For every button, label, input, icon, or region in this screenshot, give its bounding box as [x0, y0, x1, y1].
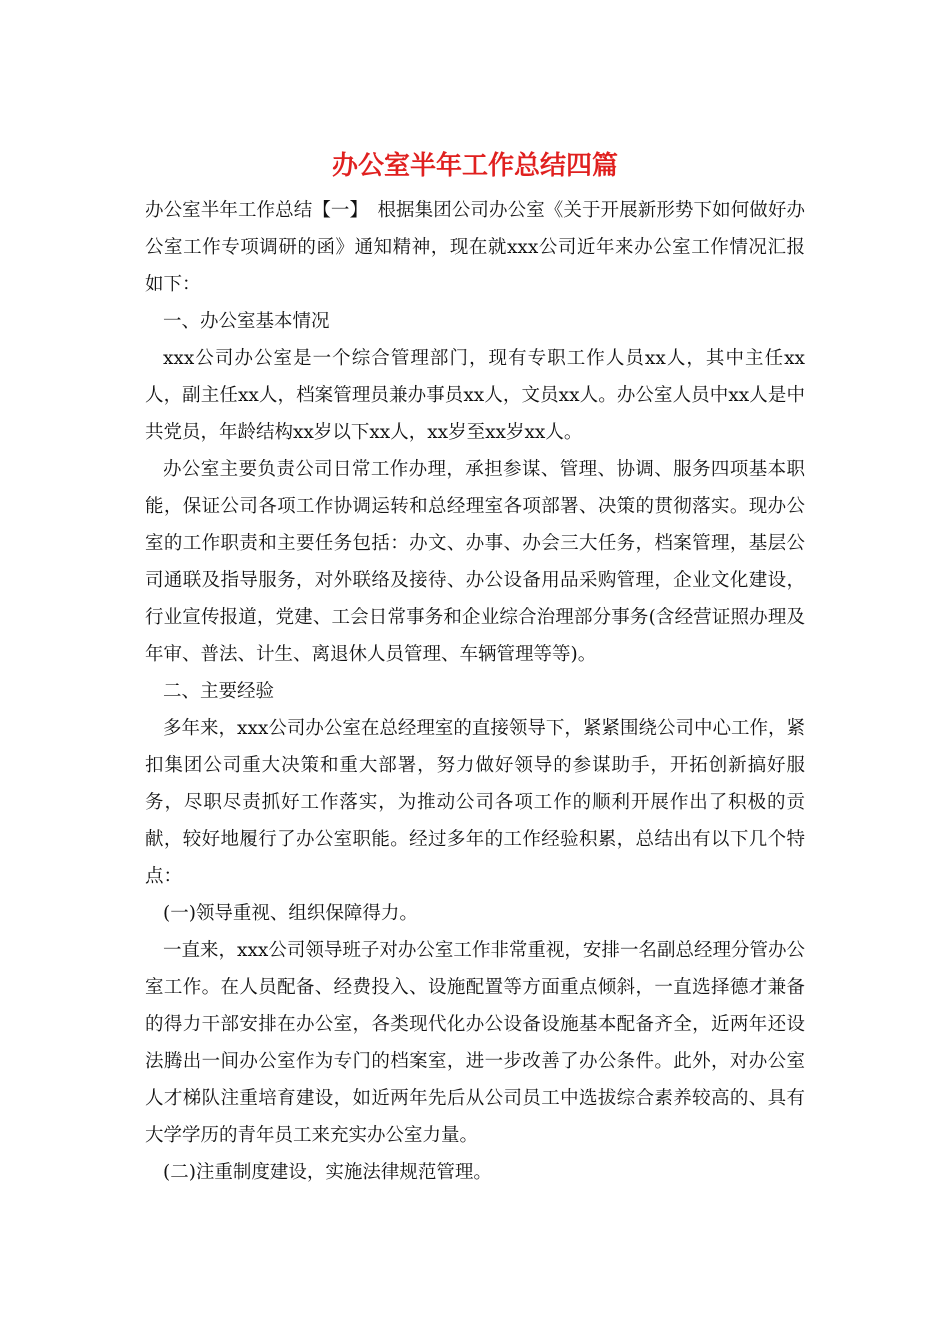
section-heading-main-experience: 二、主要经验 — [163, 681, 275, 702]
body-paragraph: 一直来，xxx公司领导班子对办公室工作非常重视，安排一名副总经理分管办公室工作。在人员配备、经费投入、设施配置等方面重点倾斜，一直选择德才兼备的得力干部安排在办公室，各类现代化办公设备设施基本配备齐全，近两年还设法腾出一间办公室作为专门的档案室，进一步改善了办公条件。此外，对办公室人才梯队注重培育建设，如近两年先后从公司员工中选拔综合素养较高的、具有大学学历的青年员工来充实办公室力量。 — [145, 940, 805, 1146]
body-paragraph: 多年来，xxx公司办公室在总经理室的直接领导下，紧紧围绕公司中心工作，紧扣集团公司重大决策和重大部署，努力做好领导的参谋助手，开拓创新搞好服务，尽职尽责抓好工作落实，为推动公司各项工作的顺利开展作出了积极的贡献，较好地履行了办公室职能。经过多年的工作经验积累，总结出有以下几个特点： — [145, 718, 805, 887]
body-paragraph: xxx公司办公室是一个综合管理部门，现有专职工作人员xx人，其中主任xx人，副主任xx人，档案管理员兼办事员xx人，文员xx人。办公室人员中xx人是中共党员，年龄结构xx岁以下xx人，xx岁至xx岁xx人。 — [145, 348, 805, 443]
subsection-heading-institution: (二)注重制度建设，实施法律规范管理。 — [163, 1162, 492, 1183]
document-title: 办公室半年工作总结四篇 — [331, 151, 618, 181]
document-body — [145, 192, 805, 1191]
subsection-heading-leadership: (一)领导重视、组织保障得力。 — [163, 903, 418, 924]
intro-paragraph: 办公室半年工作总结【一】 根据集团公司办公室《关于开展新形势下如何做好办公室工作专项调研的函》通知精神，现在就xxx公司近年来办公室工作情况汇报如下： — [145, 200, 805, 295]
body-paragraph: 办公室主要负责公司日常工作办理，承担参谋、管理、协调、服务四项基本职能，保证公司各项工作协调运转和总经理室各项部署、决策的贯彻落实。现办公室的工作职责和主要任务包括：办文、办事、办会三大任务，档案管理，基层公司通联及指导服务，对外联络及接待、办公设备用品采购管理，企业文化建设，行业宣传报道，党建、工会日常事务和企业综合治理部分事务(含经营证照办理及年审、普法、计生、离退休人员管理、车辆管理等等)。 — [145, 459, 805, 665]
section-heading-basic-info: 一、办公室基本情况 — [163, 311, 330, 332]
